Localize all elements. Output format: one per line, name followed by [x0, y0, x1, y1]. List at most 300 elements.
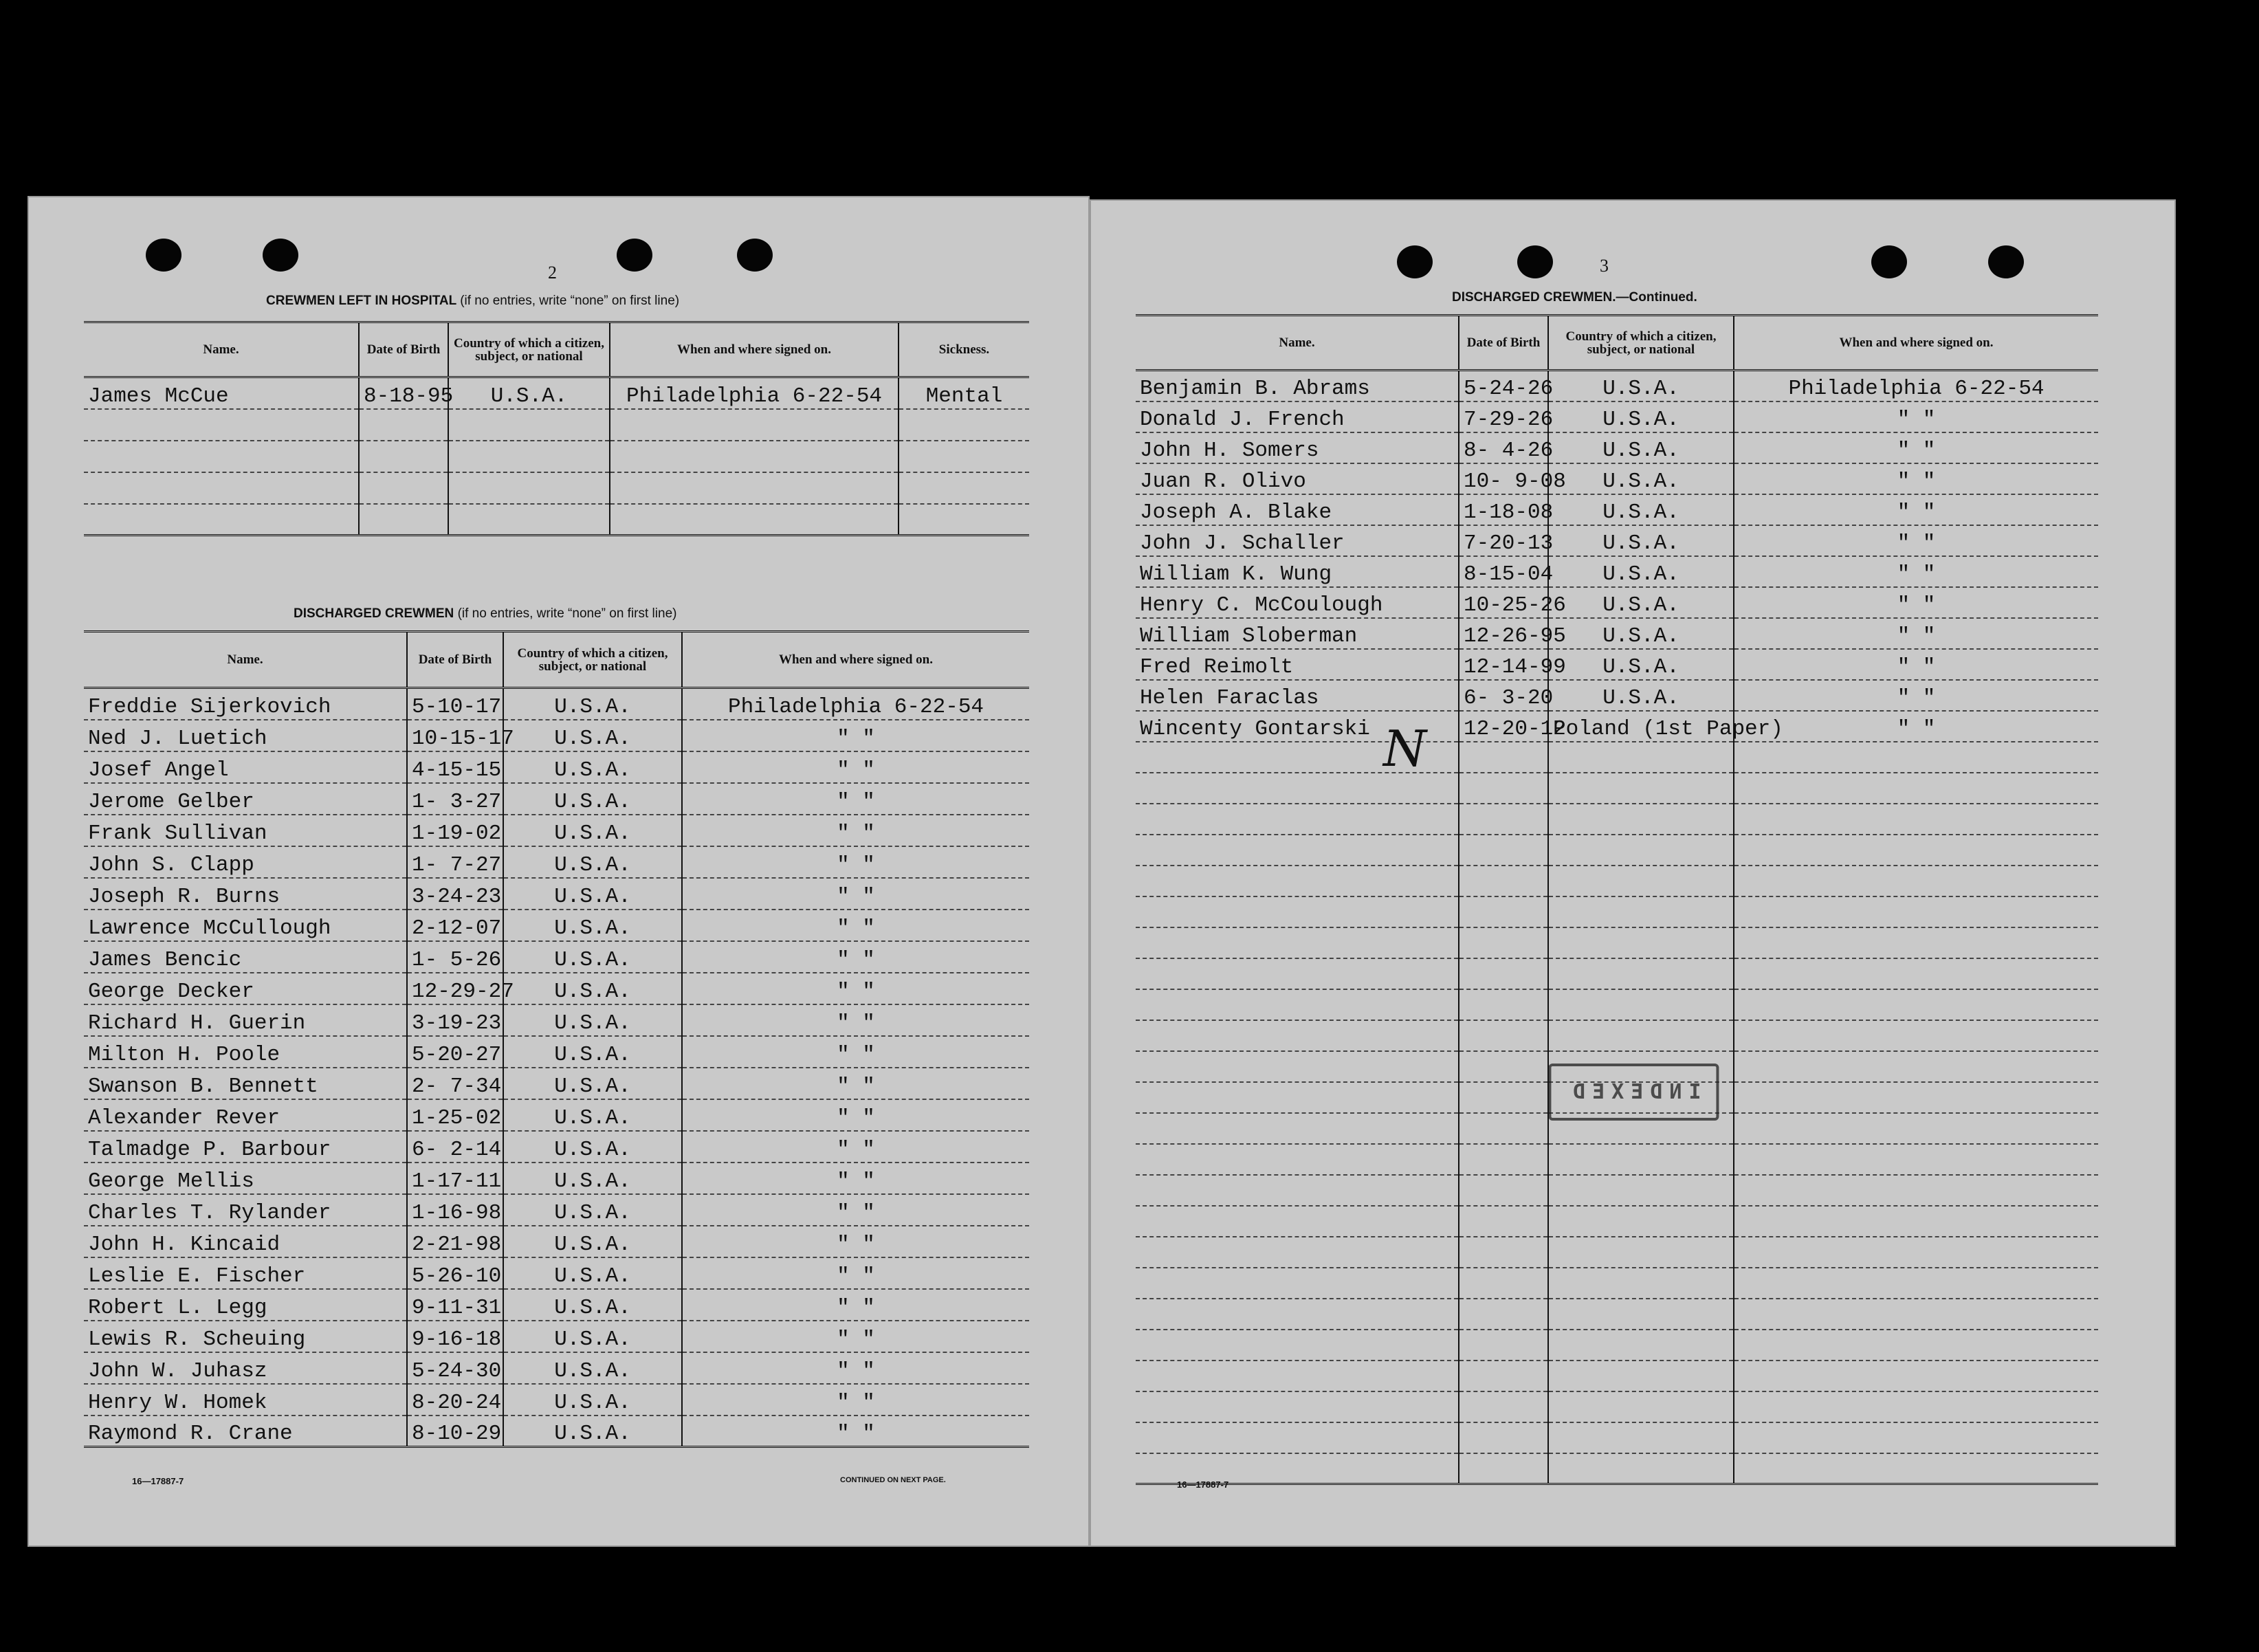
punch-hole-icon	[1397, 245, 1433, 278]
table-row	[1136, 463, 2098, 494]
table-row	[84, 1131, 1029, 1163]
cell-signed: " "	[1734, 711, 2098, 742]
cell-country: U.S.A.	[1548, 432, 1734, 463]
cell-sickness: Mental	[899, 377, 1029, 409]
table-row	[84, 846, 1029, 878]
cell-signed	[1734, 1113, 2098, 1144]
cell-signed: Philadelphia 6-22-54	[610, 377, 899, 409]
discharged-title-text: DISCHARGED CREWMEN	[294, 606, 454, 621]
cell-name: George Mellis	[84, 1163, 407, 1194]
cell-name	[1136, 958, 1459, 989]
punch-hole-icon	[1517, 245, 1553, 278]
cell-dob: 8-20-24	[407, 1384, 503, 1416]
cell-country: U.S.A.	[503, 720, 682, 751]
hospital-table	[84, 321, 1029, 536]
cell-name	[1136, 1330, 1459, 1361]
cell-sickness	[899, 472, 1029, 504]
cell-dob	[1459, 1391, 1548, 1422]
cell-signed	[610, 409, 899, 441]
cell-name: Henry W. Homek	[84, 1384, 407, 1416]
cell-country	[1548, 1268, 1734, 1299]
header-country: Country of which a citizen, subject, or national	[448, 322, 610, 377]
cell-signed: " "	[682, 973, 1029, 1004]
table-row	[1136, 866, 2098, 896]
table-row	[1136, 1268, 2098, 1299]
cell-name	[1136, 1206, 1459, 1237]
cell-country: U.S.A.	[503, 1352, 682, 1384]
cell-dob	[1459, 1237, 1548, 1268]
table-row	[84, 1384, 1029, 1416]
cell-signed	[1734, 1051, 2098, 1082]
cell-signed: " "	[682, 878, 1029, 910]
cell-name	[1136, 1051, 1459, 1082]
cell-dob	[1459, 1113, 1548, 1144]
discharged-title-note: (if no entries, write “none” on first line)	[457, 606, 677, 621]
header-name: Name.	[84, 632, 407, 688]
cell-signed: " "	[682, 1384, 1029, 1416]
cell-signed: " "	[682, 1257, 1029, 1289]
cell-name: Fred Reimolt	[1136, 649, 1459, 680]
cell-dob: 1-17-11	[407, 1163, 503, 1194]
cell-dob	[1459, 1330, 1548, 1361]
cell-dob: 10- 9-08	[1459, 463, 1548, 494]
cell-dob	[359, 441, 448, 472]
cell-country: U.S.A.	[1548, 401, 1734, 432]
cell-dob: 8-18-95	[359, 377, 448, 409]
cell-signed	[1734, 1237, 2098, 1268]
cell-country	[1548, 896, 1734, 927]
table-row	[84, 377, 1029, 409]
table-row	[1136, 1453, 2098, 1484]
cell-dob	[1459, 1453, 1548, 1484]
header-signed: When and where signed on.	[1734, 316, 2098, 371]
cell-signed	[610, 472, 899, 504]
continued-note: CONTINUED ON NEXT PAGE.	[840, 1476, 946, 1484]
cell-name	[1136, 1299, 1459, 1330]
cell-name	[1136, 1175, 1459, 1206]
cell-country: U.S.A.	[1548, 618, 1734, 649]
cell-country: Poland (1st Paper)	[1548, 711, 1734, 742]
cell-dob: 5-24-26	[1459, 371, 1548, 401]
table-row	[84, 1099, 1029, 1131]
discharged-continued-title: DISCHARGED CREWMEN.—Continued.	[1452, 290, 1697, 305]
cell-country: U.S.A.	[503, 1257, 682, 1289]
cell-signed: " "	[682, 1321, 1029, 1352]
punch-hole-icon	[146, 239, 181, 272]
cell-dob	[1459, 742, 1548, 773]
cell-signed: " "	[1734, 494, 2098, 525]
cell-signed: " "	[682, 720, 1029, 751]
punch-hole-icon	[1871, 245, 1907, 278]
table-row	[1136, 958, 2098, 989]
cell-country: U.S.A.	[503, 973, 682, 1004]
cell-dob	[1459, 927, 1548, 958]
table-row	[84, 720, 1029, 751]
cell-name: Robert L. Legg	[84, 1289, 407, 1321]
cell-signed: " "	[682, 1352, 1029, 1384]
cell-country: U.S.A.	[1548, 494, 1734, 525]
cell-name	[1136, 1391, 1459, 1422]
table-row	[1136, 1391, 2098, 1422]
cell-country	[1548, 989, 1734, 1020]
table-row	[84, 1257, 1029, 1289]
table-row	[84, 441, 1029, 472]
cell-name: William K. Wung	[1136, 556, 1459, 587]
header-dob: Date of Birth	[407, 632, 503, 688]
cell-signed	[1734, 1361, 2098, 1391]
cell-name: Benjamin B. Abrams	[1136, 371, 1459, 401]
cell-dob: 4-15-15	[407, 751, 503, 783]
cell-dob: 1- 7-27	[407, 846, 503, 878]
cell-country	[1548, 1020, 1734, 1051]
cell-country: U.S.A.	[503, 910, 682, 941]
cell-dob	[1459, 958, 1548, 989]
table-row	[84, 910, 1029, 941]
cell-name	[1136, 1082, 1459, 1113]
indexed-stamp: INDEXED	[1548, 1064, 1719, 1121]
cell-dob: 1- 5-26	[407, 941, 503, 973]
table-row	[1136, 494, 2098, 525]
punch-hole-icon	[1988, 245, 2024, 278]
cell-name	[1136, 1237, 1459, 1268]
cell-signed: " "	[1734, 463, 2098, 494]
table-row	[84, 409, 1029, 441]
table-row	[84, 1226, 1029, 1257]
table-row	[84, 1321, 1029, 1352]
cell-country	[448, 441, 610, 472]
header-name: Name.	[84, 322, 359, 377]
cell-dob: 8- 4-26	[1459, 432, 1548, 463]
cell-signed	[1734, 896, 2098, 927]
cell-country	[1548, 1330, 1734, 1361]
cell-country: U.S.A.	[503, 783, 682, 815]
cell-signed: " "	[1734, 401, 2098, 432]
cell-dob: 7-20-13	[1459, 525, 1548, 556]
cell-name: John W. Juhasz	[84, 1352, 407, 1384]
cell-country	[1548, 1237, 1734, 1268]
cell-name: Swanson B. Bennett	[84, 1068, 407, 1099]
cell-dob: 12-26-95	[1459, 618, 1548, 649]
cell-signed	[1734, 1206, 2098, 1237]
cell-dob: 3-24-23	[407, 878, 503, 910]
punch-hole-icon	[263, 239, 298, 272]
cell-country: U.S.A.	[503, 688, 682, 720]
table-row	[1136, 371, 2098, 401]
cell-dob	[1459, 1144, 1548, 1175]
cell-dob: 2- 7-34	[407, 1068, 503, 1099]
punch-hole-icon	[617, 239, 652, 272]
cell-country: U.S.A.	[503, 1289, 682, 1321]
cell-name	[1136, 927, 1459, 958]
cell-signed: " "	[1734, 649, 2098, 680]
cell-name: John S. Clapp	[84, 846, 407, 878]
hospital-title-note: (if no entries, write “none” on first line)	[460, 294, 680, 308]
table-row	[84, 1352, 1029, 1384]
cell-signed	[610, 441, 899, 472]
table-row	[1136, 711, 2098, 742]
cell-signed	[1734, 742, 2098, 773]
cell-signed: " "	[682, 815, 1029, 846]
cell-name: Juan R. Olivo	[1136, 463, 1459, 494]
cell-name: James Bencic	[84, 941, 407, 973]
table-row	[1136, 773, 2098, 804]
cell-country: U.S.A.	[503, 1163, 682, 1194]
cell-country	[1548, 835, 1734, 866]
table-row	[84, 751, 1029, 783]
cell-name: John H. Somers	[1136, 432, 1459, 463]
table-row	[1136, 1330, 2098, 1361]
cell-country: U.S.A.	[503, 1036, 682, 1068]
cell-name	[1136, 1268, 1459, 1299]
cell-dob	[1459, 1020, 1548, 1051]
cell-name: George Decker	[84, 973, 407, 1004]
cell-country: U.S.A.	[503, 1068, 682, 1099]
cell-signed: " "	[682, 783, 1029, 815]
cell-dob: 5-26-10	[407, 1257, 503, 1289]
cell-dob	[1459, 1082, 1548, 1113]
cell-country	[1548, 804, 1734, 835]
table-row	[1136, 989, 2098, 1020]
cell-dob: 8-10-29	[407, 1416, 503, 1447]
cell-dob	[1459, 866, 1548, 896]
header-country: Country of which a citizen, subject, or national	[503, 632, 682, 688]
cell-name: Wincenty Gontarski	[1136, 711, 1459, 742]
table-row	[84, 504, 1029, 536]
cell-signed: " "	[682, 1036, 1029, 1068]
cell-dob: 1-16-98	[407, 1194, 503, 1226]
cell-name	[1136, 896, 1459, 927]
cell-dob: 12-14-99	[1459, 649, 1548, 680]
cell-name	[1136, 1361, 1459, 1391]
cell-dob: 7-29-26	[1459, 401, 1548, 432]
cell-dob	[1459, 1361, 1548, 1391]
cell-dob	[1459, 1051, 1548, 1082]
cell-dob: 6- 3-20	[1459, 680, 1548, 711]
cell-name	[1136, 1422, 1459, 1453]
cell-name: William Sloberman	[1136, 618, 1459, 649]
cell-name: John J. Schaller	[1136, 525, 1459, 556]
cell-country	[1548, 773, 1734, 804]
cell-country	[1548, 927, 1734, 958]
left-page	[27, 196, 1090, 1547]
table-row	[1136, 1237, 2098, 1268]
cell-signed: " "	[682, 910, 1029, 941]
cell-dob: 10-25-26	[1459, 587, 1548, 618]
form-number: 16—17887-7	[132, 1476, 184, 1486]
cell-signed: " "	[682, 1099, 1029, 1131]
header-signed: When and where signed on.	[682, 632, 1029, 688]
cell-country: U.S.A.	[1548, 649, 1734, 680]
cell-country	[1548, 1361, 1734, 1391]
table-row	[84, 472, 1029, 504]
cell-dob	[1459, 1175, 1548, 1206]
table-row	[1136, 1144, 2098, 1175]
hospital-section-title	[266, 294, 679, 309]
page-number: 3	[1600, 256, 1609, 276]
cell-country	[448, 472, 610, 504]
cell-signed: " "	[1734, 556, 2098, 587]
cell-dob: 2-12-07	[407, 910, 503, 941]
header-sickness: Sickness.	[899, 322, 1029, 377]
table-row	[84, 1068, 1029, 1099]
cell-name: Alexander Rever	[84, 1099, 407, 1131]
cell-dob	[1459, 1299, 1548, 1330]
cell-signed: " "	[682, 1068, 1029, 1099]
cell-country	[1548, 1144, 1734, 1175]
cell-name	[84, 504, 359, 536]
cell-country: U.S.A.	[503, 1321, 682, 1352]
cell-signed	[1734, 1144, 2098, 1175]
cell-signed: " "	[1734, 680, 2098, 711]
cell-dob: 9-11-31	[407, 1289, 503, 1321]
cell-dob	[1459, 896, 1548, 927]
cell-signed: " "	[682, 1226, 1029, 1257]
cell-country	[1548, 1391, 1734, 1422]
cell-dob: 1-19-02	[407, 815, 503, 846]
cell-country: U.S.A.	[448, 377, 610, 409]
cell-country	[1548, 742, 1734, 773]
cell-name: Ned J. Luetich	[84, 720, 407, 751]
cell-signed	[1734, 1330, 2098, 1361]
cell-signed	[1734, 866, 2098, 896]
cell-dob	[359, 504, 448, 536]
handwritten-mark: N	[1383, 720, 1426, 778]
cell-name	[1136, 1020, 1459, 1051]
cell-signed	[1734, 1453, 2098, 1484]
header-signed: When and where signed on.	[610, 322, 899, 377]
table-row	[1136, 432, 2098, 463]
cell-dob: 12-20-12	[1459, 711, 1548, 742]
header-country: Country of which a citizen, subject, or national	[1548, 316, 1734, 371]
cell-country: U.S.A.	[503, 751, 682, 783]
table-row	[1136, 742, 2098, 773]
table-row	[1136, 1299, 2098, 1330]
table-row	[84, 878, 1029, 910]
cell-country: U.S.A.	[503, 1131, 682, 1163]
header-dob: Date of Birth	[1459, 316, 1548, 371]
discharged-table-left	[84, 630, 1029, 1448]
cell-dob: 3-19-23	[407, 1004, 503, 1036]
table-row	[84, 815, 1029, 846]
cell-name: Joseph R. Burns	[84, 878, 407, 910]
cell-name	[84, 472, 359, 504]
hospital-title-text: CREWMEN LEFT IN HOSPITAL	[266, 294, 456, 308]
discharged-table-right	[1136, 314, 2098, 1485]
cell-name	[1136, 989, 1459, 1020]
page-number: 2	[548, 263, 557, 283]
table-row	[1136, 649, 2098, 680]
cell-dob: 1-18-08	[1459, 494, 1548, 525]
cell-dob: 5-20-27	[407, 1036, 503, 1068]
table-row	[1136, 1361, 2098, 1391]
cell-signed: " "	[682, 1163, 1029, 1194]
cell-sickness	[899, 409, 1029, 441]
cell-name: Josef Angel	[84, 751, 407, 783]
table-row	[1136, 804, 2098, 835]
cell-country: U.S.A.	[503, 1194, 682, 1226]
table-row	[1136, 556, 2098, 587]
cell-name	[84, 409, 359, 441]
cell-dob	[359, 472, 448, 504]
cell-name: Helen Faraclas	[1136, 680, 1459, 711]
cell-signed	[1734, 958, 2098, 989]
cell-country	[448, 409, 610, 441]
cell-name: Lewis R. Scheuing	[84, 1321, 407, 1352]
cell-dob	[1459, 1206, 1548, 1237]
cell-name: Milton H. Poole	[84, 1036, 407, 1068]
cell-country	[1548, 1206, 1734, 1237]
table-row	[1136, 1020, 2098, 1051]
cell-name: Talmadge P. Barbour	[84, 1131, 407, 1163]
cell-dob	[1459, 835, 1548, 866]
table-row	[1136, 1422, 2098, 1453]
cell-dob	[1459, 804, 1548, 835]
cell-signed	[1734, 835, 2098, 866]
cell-signed: " "	[682, 1131, 1029, 1163]
cell-country: U.S.A.	[1548, 556, 1734, 587]
table-row	[84, 973, 1029, 1004]
table-row	[1136, 1206, 2098, 1237]
cell-country: U.S.A.	[1548, 680, 1734, 711]
cell-country: U.S.A.	[503, 1226, 682, 1257]
table-row	[84, 1004, 1029, 1036]
cell-country	[1548, 958, 1734, 989]
cell-name: Joseph A. Blake	[1136, 494, 1459, 525]
table-row	[1136, 896, 2098, 927]
cell-dob: 8-15-04	[1459, 556, 1548, 587]
cell-dob: 5-24-30	[407, 1352, 503, 1384]
cell-name: James McCue	[84, 377, 359, 409]
cell-dob: 1- 3-27	[407, 783, 503, 815]
cell-signed: " "	[1734, 587, 2098, 618]
table-row	[84, 1289, 1029, 1321]
cell-name: Jerome Gelber	[84, 783, 407, 815]
cell-name	[1136, 866, 1459, 896]
cell-signed	[1734, 1175, 2098, 1206]
cell-name: Donald J. French	[1136, 401, 1459, 432]
cell-signed: Philadelphia 6-22-54	[1734, 371, 2098, 401]
header-name: Name.	[1136, 316, 1459, 371]
cell-country: U.S.A.	[1548, 463, 1734, 494]
cell-country: U.S.A.	[1548, 525, 1734, 556]
cell-country: U.S.A.	[1548, 371, 1734, 401]
cell-country: U.S.A.	[503, 1384, 682, 1416]
cell-name: Leslie E. Fischer	[84, 1257, 407, 1289]
cell-country	[1548, 1453, 1734, 1484]
cell-country	[1548, 866, 1734, 896]
cell-country	[1548, 1299, 1734, 1330]
cell-name: Freddie Sijerkovich	[84, 688, 407, 720]
cell-country: U.S.A.	[503, 1099, 682, 1131]
cell-signed	[1734, 989, 2098, 1020]
cell-country: U.S.A.	[503, 815, 682, 846]
table-row	[1136, 525, 2098, 556]
cell-signed	[1734, 773, 2098, 804]
cell-sickness	[899, 441, 1029, 472]
cell-country	[1548, 1422, 1734, 1453]
cell-dob: 6- 2-14	[407, 1131, 503, 1163]
cell-name: Henry C. McCoulough	[1136, 587, 1459, 618]
cell-signed: " "	[682, 1004, 1029, 1036]
cell-country: U.S.A.	[503, 1416, 682, 1447]
cell-signed: " "	[1734, 432, 2098, 463]
right-page	[1090, 199, 2176, 1547]
form-number: 16—17887-7	[1177, 1479, 1229, 1490]
cell-country: U.S.A.	[503, 846, 682, 878]
cell-signed	[1734, 1020, 2098, 1051]
discharged-section-title	[294, 606, 676, 621]
cell-country: U.S.A.	[503, 941, 682, 973]
